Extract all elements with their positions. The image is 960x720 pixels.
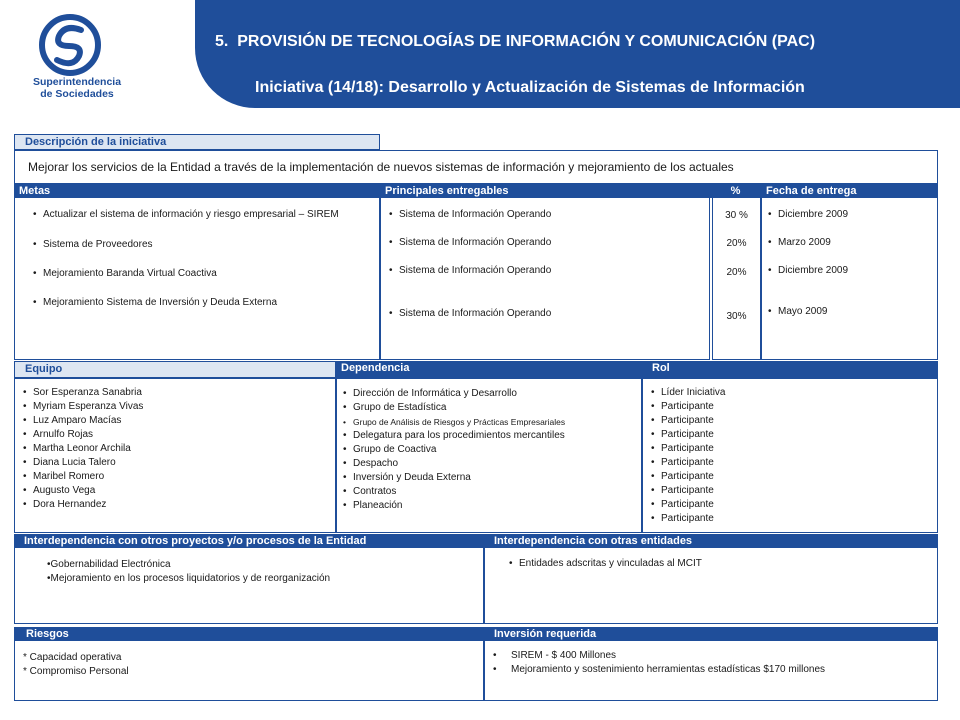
- section-title: PROVISIÓN DE TECNOLOGÍAS DE INFORMACIÓN Y COMUNICACIÓN (PAC): [237, 33, 816, 50]
- dependencia-item: • Grupo de Coactiva: [343, 443, 639, 457]
- rol-item: • Participante: [651, 400, 931, 414]
- equipo-member: • Dora Hernandez: [23, 498, 323, 512]
- title-banner: [195, 0, 960, 108]
- rol-item: • Participante: [651, 512, 931, 526]
- dependencia-item: • Grupo de Estadística: [343, 401, 639, 415]
- entregable-item: • Sistema de Información Operando: [389, 208, 705, 222]
- riesgos-header: Riesgos: [14, 627, 484, 641]
- inversion-header: Inversión requerida: [484, 627, 938, 641]
- entregable-item: • Sistema de Información Operando: [389, 264, 705, 278]
- logo-line-1: Superintendencia: [32, 76, 122, 88]
- entregable-item: • Sistema de Información Operando: [389, 307, 705, 321]
- metas-header: Metas: [14, 184, 380, 198]
- metas-item: • Sistema de Proveedores: [33, 238, 369, 252]
- equipo-box: [14, 378, 336, 533]
- logo-text: [22, 76, 132, 100]
- porcentaje-header: %: [710, 184, 761, 198]
- equipo-member: • Myriam Esperanza Vivas: [23, 400, 323, 414]
- entregable-item: • Sistema de Información Operando: [389, 236, 705, 250]
- equipo-member: • Sor Esperanza Sanabria: [23, 386, 323, 400]
- metas-item: • Mejoramiento Baranda Virtual Coactiva: [33, 267, 369, 281]
- fecha-item: • Diciembre 2009: [768, 208, 928, 222]
- fecha-box: [761, 198, 938, 360]
- interdep-proyectos-box: [14, 548, 484, 624]
- page-subtitle: Iniciativa (14/18): Desarrollo y Actualización de Sistemas de Información: [255, 79, 805, 96]
- fecha-item: • Mayo 2009: [768, 305, 928, 319]
- riesgo-item: * Compromiso Personal: [23, 666, 129, 677]
- logo: [35, 14, 105, 76]
- rol-item: • Participante: [651, 498, 931, 512]
- interdep-entidades-box: [484, 548, 938, 624]
- equipo-member: • Augusto Vega: [23, 484, 323, 498]
- inversion-item: • SIREM - $ 400 Millones: [493, 649, 933, 663]
- dependencia-item: • Planeación: [343, 499, 639, 513]
- riesgos-box: [14, 641, 484, 701]
- fecha-item: • Marzo 2009: [768, 236, 928, 250]
- dependencia-item: • Dirección de Informática y Desarrollo: [343, 387, 639, 401]
- porcentaje-item: 30%: [726, 311, 747, 322]
- dependencia-box: [336, 378, 642, 533]
- fecha-header: Fecha de entrega: [761, 184, 938, 198]
- dependencia-item: • Despacho: [343, 457, 639, 471]
- inversion-item: • Mejoramiento y sostenimiento herramientas estadísticas $170 millones: [493, 663, 933, 677]
- dependencia-item: • Inversión y Deuda Externa: [343, 471, 639, 485]
- interdep-proyecto-item: •Mejoramiento en los procesos liquidatorios y de reorganización: [47, 573, 331, 584]
- rol-item: • Participante: [651, 414, 931, 428]
- interdep-entidades-header: Interdependencia con otras entidades: [484, 534, 938, 548]
- rol-header: Rol: [642, 361, 938, 378]
- page-title: [215, 33, 815, 51]
- rol-item: • Participante: [651, 484, 931, 498]
- metas-item: • Actualizar el sistema de información y riesgo empresarial – SIREM: [33, 208, 369, 238]
- dependencia-item: • Delegatura para los procedimientos mercantiles: [343, 429, 639, 443]
- dependencia-item: • Grupo de Análisis de Riesgos y Prácticas Empresariales: [343, 415, 639, 429]
- equipo-member: • Luz Amparo Macías: [23, 414, 323, 428]
- metas-item: • Mejoramiento Sistema de Inversión y Deuda Externa: [33, 296, 369, 310]
- rol-item: • Participante: [651, 428, 931, 442]
- porcentaje-item: 20%: [726, 267, 747, 278]
- riesgo-item: * Capacidad operativa: [23, 652, 122, 663]
- equipo-member: • Diana Lucia Talero: [23, 456, 323, 470]
- interdep-proyectos-header: Interdependencia con otros proyectos y/o procesos de la Entidad: [14, 534, 484, 548]
- descripcion-box: [14, 150, 938, 184]
- descripcion-header: Descripción de la iniciativa: [14, 134, 380, 150]
- descripcion-text: Mejorar los servicios de la Entidad a través de la implementación de nuevos sistemas de información y mejoramiento de los actuales: [28, 160, 734, 174]
- logo-line-2: de Sociedades: [40, 88, 114, 100]
- entregables-box: [380, 198, 710, 360]
- metas-box: [14, 198, 380, 360]
- rol-item: • Participante: [651, 456, 931, 470]
- dependencia-header: Dependencia: [336, 361, 642, 378]
- dependencia-item: • Contratos: [343, 485, 639, 499]
- equipo-header: Equipo: [14, 361, 336, 378]
- supersociedades-logo-icon: [35, 14, 105, 76]
- section-number: 5.: [215, 33, 229, 50]
- porcentaje-box: [712, 198, 761, 360]
- interdep-proyecto-item: •Gobernabilidad Electrónica: [47, 559, 171, 570]
- equipo-member: • Maribel Romero: [23, 470, 323, 484]
- porcentaje-item: 30 %: [725, 210, 748, 221]
- equipo-member: • Martha Leonor Archila: [23, 442, 323, 456]
- interdep-entidad-item: • Entidades adscritas y vinculadas al MCIT: [509, 557, 929, 571]
- rol-item: • Líder Iniciativa: [651, 386, 931, 400]
- rol-box: [642, 378, 938, 533]
- rol-item: • Participante: [651, 470, 931, 484]
- entregables-header: Principales entregables: [380, 184, 710, 198]
- rol-item: • Participante: [651, 442, 931, 456]
- fecha-item: • Diciembre 2009: [768, 264, 928, 278]
- inversion-box: [484, 641, 938, 701]
- porcentaje-item: 20%: [726, 238, 747, 249]
- equipo-member: • Arnulfo Rojas: [23, 428, 323, 442]
